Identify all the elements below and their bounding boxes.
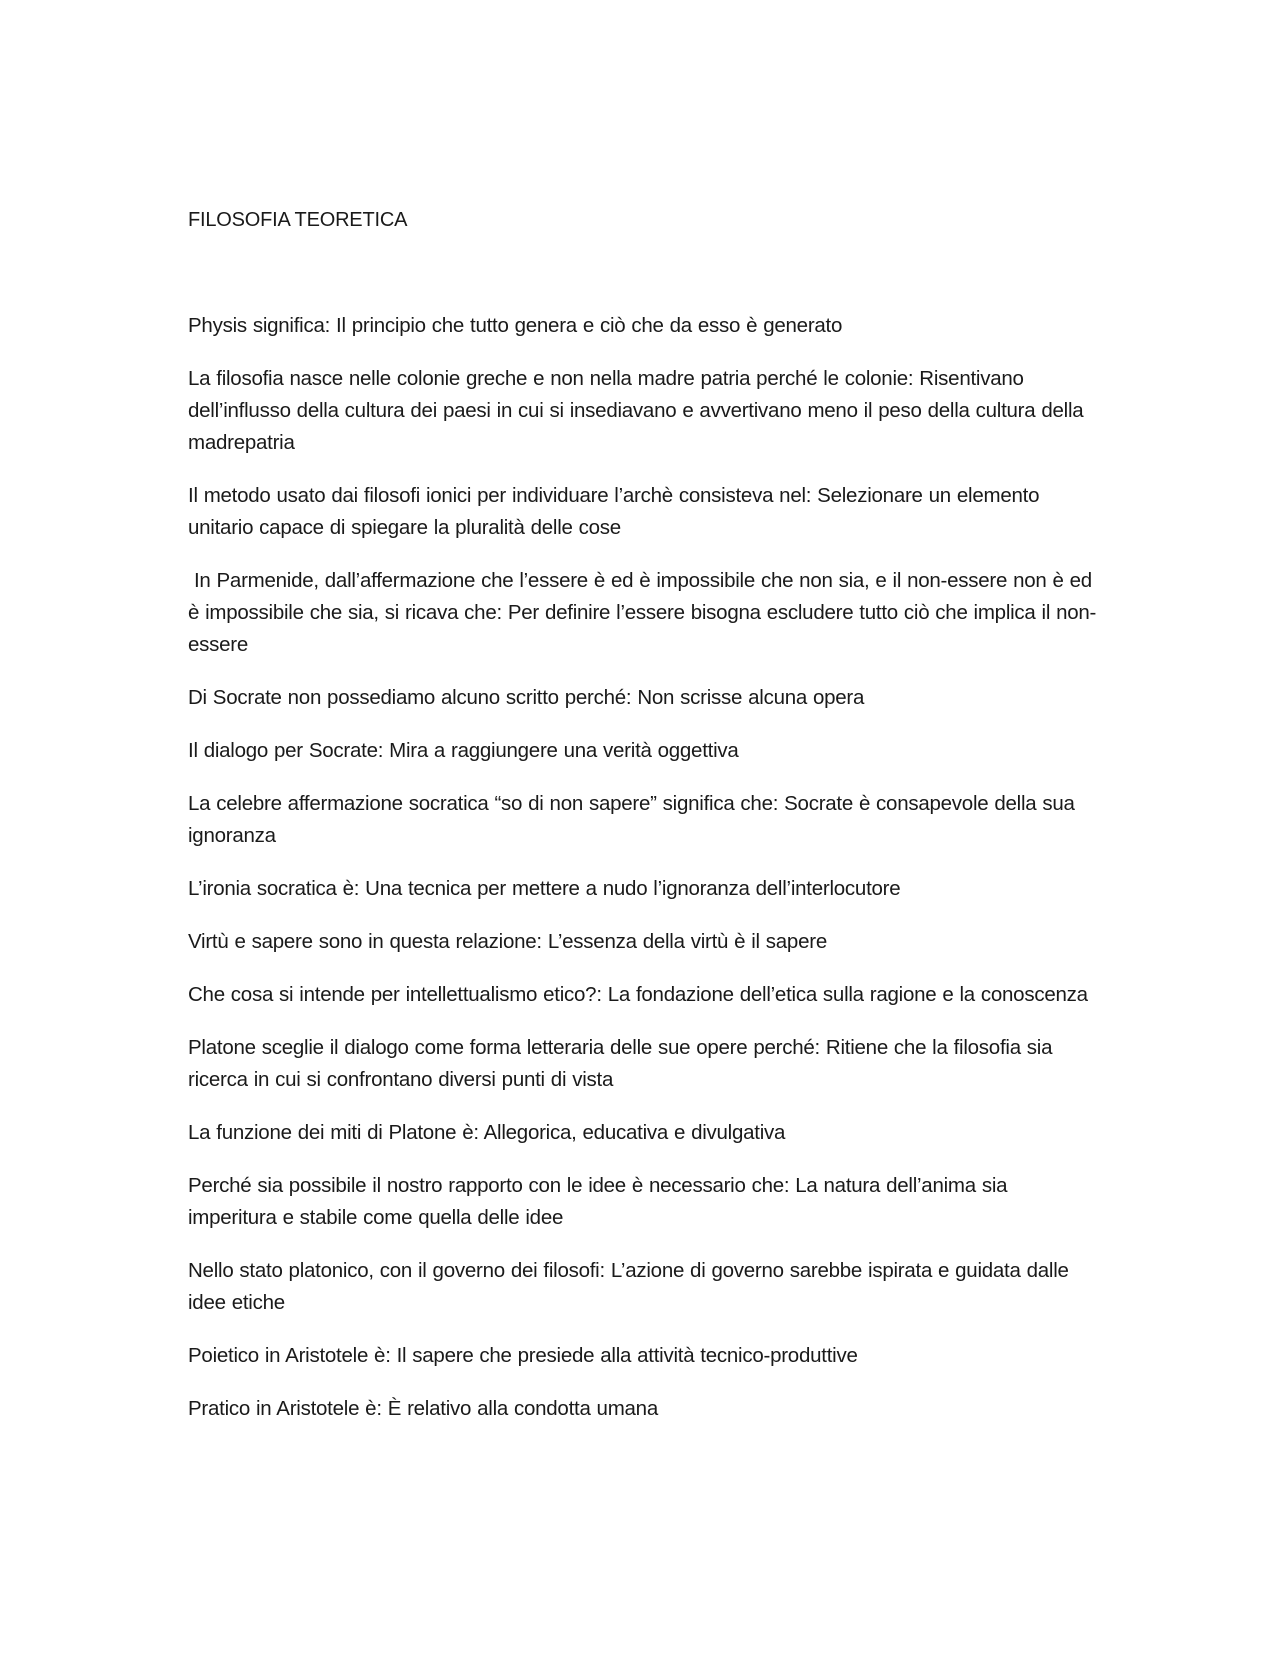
paragraph-dialogo-socrate: Il dialogo per Socrate: Mira a raggiungere una verità oggettiva (188, 739, 739, 762)
paragraph-metodo-ionici: Il metodo usato dai filosofi ionici per individuare l’archè consisteva nel: Selezionare un elemento unitario capace di spiegare la pluralità delle cose (188, 484, 1040, 539)
paragraph-virtu-sapere: Virtù e sapere sono in questa relazione: L’essenza della virtù è il sapere (188, 930, 827, 953)
paragraph-poietico: Poietico in Aristotele è: Il sapere che presiede alla attività tecnico-produttive (188, 1344, 858, 1367)
paragraph-ironia-socratica: L’ironia socratica è: Una tecnica per mettere a nudo l’ignoranza dell’interlocutore (188, 877, 901, 900)
paragraph-rapporto-idee: Perché sia possibile il nostro rapporto con le idee è necessario che: La natura dell’anima sia imperitura e stabile come quella delle idee (188, 1174, 1008, 1229)
paragraph-pratico: Pratico in Aristotele è: È relativo alla condotta umana (188, 1397, 658, 1420)
document-body (188, 204, 1098, 1446)
paragraph-stato-platonico: Nello stato platonico, con il governo dei filosofi: L’azione di governo sarebbe ispirata e guidata dalle idee etiche (188, 1259, 1069, 1314)
paragraph-colonie: La filosofia nasce nelle colonie greche e non nella madre patria perché le colonie: Risentivano dell’influsso della cultura dei paesi in cui si insediavano e avvertivano meno il peso della cultura della madrepatria (188, 367, 1084, 454)
paragraph-parmenide: In Parmenide, dall’affermazione che l’essere è ed è impossibile che non sia, e il non-essere non è ed è impossibile che sia, si ricava che: Per definire l’essere bisogna escludere tutto ciò che implica il non-essere (188, 569, 1098, 656)
paragraph-intellettualismo-etico: Che cosa si intende per intellettualismo etico?: La fondazione dell’etica sulla ragione e la conoscenza (188, 983, 1088, 1006)
paragraph-platone-dialogo: Platone sceglie il dialogo come forma letteraria delle sue opere perché: Ritiene che la filosofia sia ricerca in cui si confrontano diversi punti di vista (188, 1036, 1053, 1091)
document-title: FILOSOFIA TEORETICA (188, 209, 408, 231)
paragraph-socrate-scritti: Di Socrate non possediamo alcuno scritto perché: Non scrisse alcuna opera (188, 686, 865, 709)
paragraph-so-di-non-sapere: La celebre affermazione socratica “so di non sapere” significa che: Socrate è consapevole della sua ignoranza (188, 792, 1075, 847)
paragraph-physis: Physis significa: Il principio che tutto genera e ciò che da esso è generato (188, 314, 843, 337)
paragraph-miti-platone: La funzione dei miti di Platone è: Allegorica, educativa e divulgativa (188, 1121, 786, 1144)
